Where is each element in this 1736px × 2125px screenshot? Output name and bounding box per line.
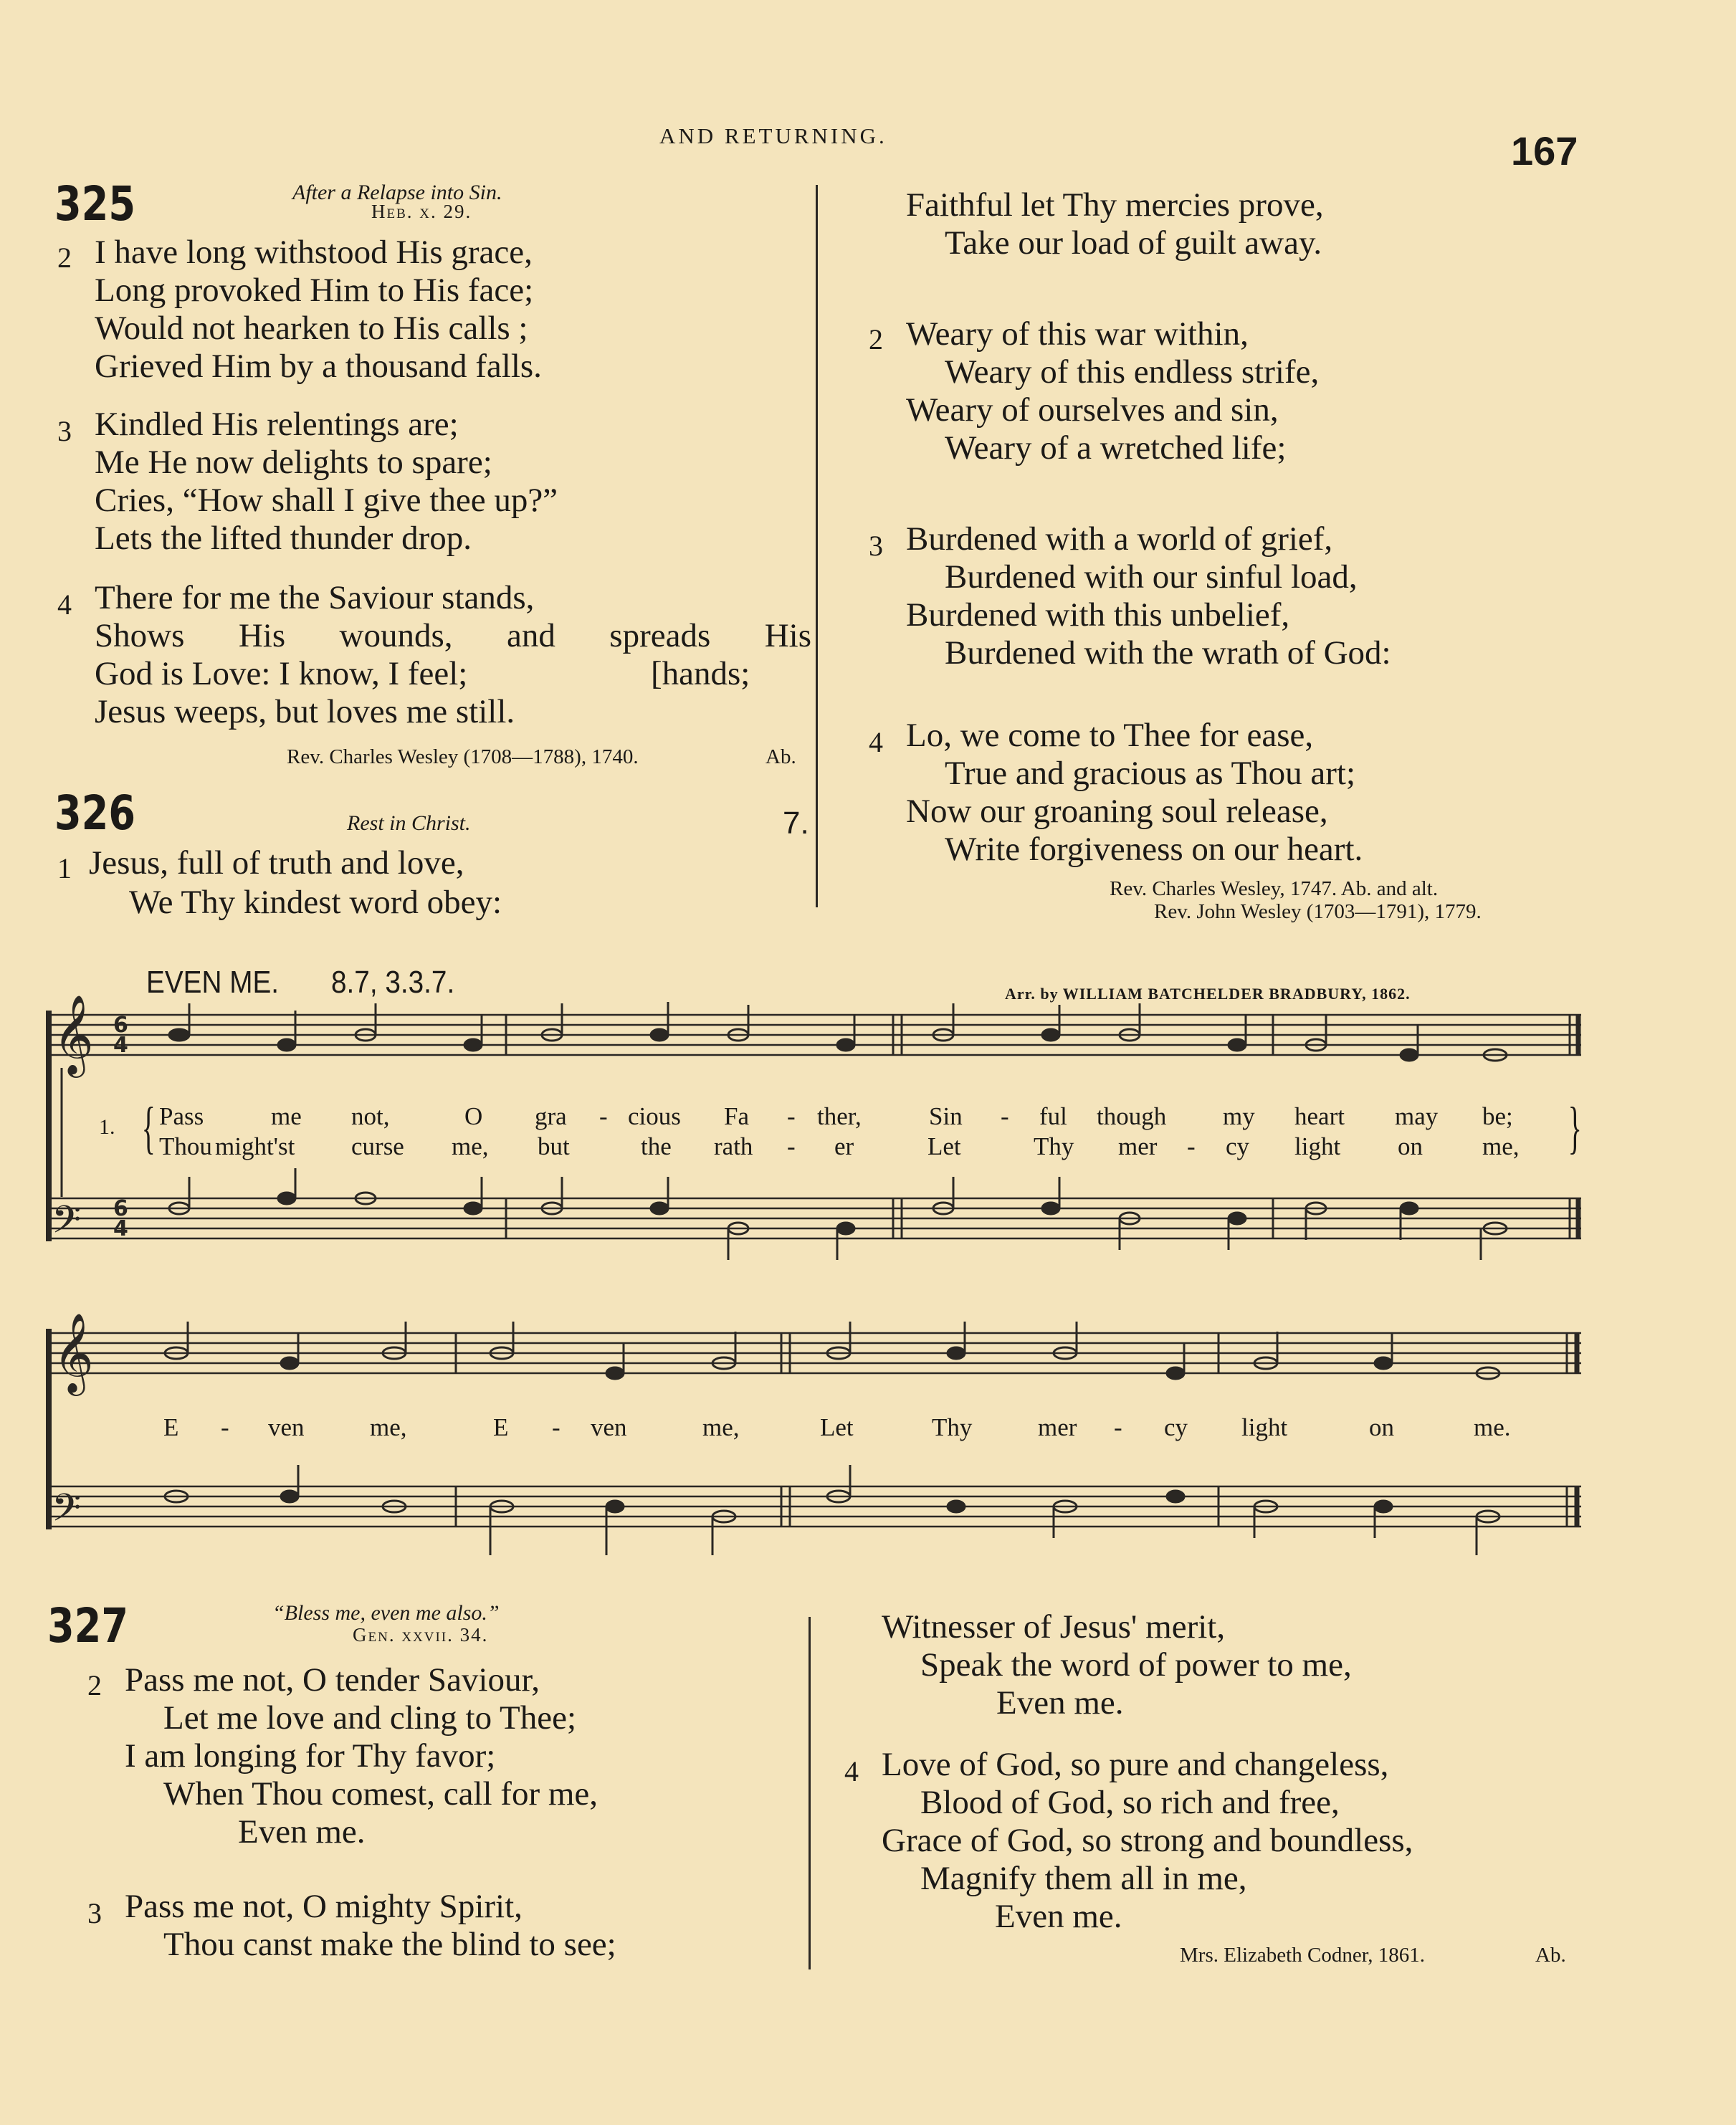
lyric-syllable: Pass (159, 1102, 204, 1130)
tune-meter: 8.7, 3.3.7. (331, 965, 455, 1000)
lyric-syllable: light (1294, 1132, 1341, 1160)
verse-line: Even me. (996, 1684, 1124, 1722)
hymn-325-credit: Rev. Charles Wesley (1708—1788), 1740. (287, 745, 639, 768)
lyric-syllable: on (1369, 1413, 1394, 1441)
verse-line: Faithful let Thy mercies prove, (906, 186, 1324, 224)
lyric-syllable: not, (351, 1102, 390, 1130)
verse-line: Jesus, full of truth and love, (89, 844, 464, 882)
verse-line: Weary of a wretched life; (945, 429, 1287, 467)
verse-line: Take our load of guilt away. (945, 224, 1322, 262)
tune-name: EVEN ME. (146, 965, 280, 1000)
lyric-syllable: mer (1038, 1413, 1077, 1441)
verse-line: Lo, we come to Thee for ease, (906, 717, 1314, 754)
lyric-syllable: - (1114, 1413, 1122, 1441)
verse-line: Me He now delights to spare; (95, 444, 492, 481)
hymn-number-325: 325 (54, 176, 135, 231)
verse-line: Weary of this war within, (906, 315, 1249, 353)
lyric-syllable: - (787, 1132, 796, 1160)
verse-line: Pass me not, O mighty Spirit, (125, 1888, 523, 1925)
verse-line: Now our groaning soul release, (906, 793, 1328, 830)
hymn-327-credit: Mrs. Elizabeth Codner, 1861. (1180, 1944, 1425, 1967)
hymn-number-327: 327 (47, 1598, 128, 1653)
verse-line: Speak the word of power to me, (920, 1646, 1352, 1684)
lyric-syllable: - (599, 1102, 608, 1130)
lyric-syllable: my (1223, 1102, 1255, 1130)
lyric-syllable: Thou (159, 1132, 212, 1160)
svg-text:6: 6 (113, 1196, 128, 1221)
verse-line: Long provoked Him to His face; (95, 272, 534, 309)
verse-line: Grieved Him by a thousand falls. (95, 348, 542, 385)
lyric-syllable: ther, (817, 1102, 862, 1130)
verse-line: There for me the Saviour stands, (95, 579, 535, 616)
lyric-syllable: er (834, 1132, 854, 1160)
verse-line: Kindled His relentings are; (95, 406, 459, 443)
hymn-326-credit-2: Rev. John Wesley (1703—1791), 1779. (1154, 900, 1482, 923)
running-header: AND RETURNING. (659, 123, 887, 148)
verse-line: Blood of God, so rich and free, (920, 1784, 1340, 1821)
lyric-syllable: me, (452, 1132, 489, 1160)
stanza-number: 3 (57, 415, 72, 447)
lyric-syllable: - (1187, 1132, 1196, 1160)
hymn-327-title: “Bless me, even me also.” (272, 1601, 500, 1625)
lyric-syllable: rath (714, 1132, 753, 1160)
lyric-syllable: mer (1118, 1132, 1158, 1160)
hymn-number-326: 326 (54, 785, 135, 841)
stanza-number: 3 (869, 530, 883, 562)
hymn-325-credit-note: Ab. (766, 745, 796, 768)
lyric-syllable: Let (820, 1413, 854, 1441)
verse-line: Love of God, so pure and changeless, (882, 1746, 1389, 1783)
verse-line: Weary of ourselves and sin, (906, 391, 1279, 429)
verse-line-overflow: [hands; (651, 655, 750, 692)
hymn-325-title: After a Relapse into Sin. (292, 181, 502, 204)
svg-text:𝄞: 𝄞 (53, 994, 94, 1074)
lyric-syllable: ven (591, 1413, 627, 1441)
verse-line: We Thy kindest word obey: (129, 884, 502, 921)
verse-line: Weary of this endless strife, (945, 353, 1320, 391)
hymn-326-meter: 7. (783, 806, 809, 841)
verse-line: Jesus weeps, but loves me still. (95, 693, 515, 730)
lyric-syllable: ful (1039, 1102, 1067, 1130)
stanza-number: 4 (844, 1755, 859, 1787)
lyrics-brace-right: } (1568, 1097, 1582, 1160)
lyrics-line-3 (0, 1413, 1736, 1445)
lyric-syllable: Thy (1034, 1132, 1074, 1160)
stanza-number: 3 (87, 1897, 102, 1929)
verse-label: 1. (99, 1115, 115, 1139)
lyric-syllable: Thy (932, 1413, 973, 1441)
verse-line: Even me. (238, 1813, 366, 1851)
verse-line: Magnify them all in me, (920, 1860, 1247, 1897)
verse-line: True and gracious as Thou art; (945, 755, 1356, 792)
svg-text:4: 4 (113, 1216, 128, 1241)
lyric-syllable: - (787, 1102, 796, 1130)
verse-line: Lets the lifted thunder drop. (95, 520, 472, 557)
lyric-syllable: curse (351, 1132, 404, 1160)
lyric-syllable: but (538, 1132, 570, 1160)
hymn-326-title: Rest in Christ. (347, 811, 471, 835)
lyric-syllable: the (641, 1132, 672, 1160)
lyric-syllable: me. (1474, 1413, 1511, 1441)
lyric-syllable: may (1395, 1102, 1439, 1130)
lyric-syllable: E (493, 1413, 509, 1441)
hymn-326-credit-1: Rev. Charles Wesley, 1747. Ab. and alt. (1110, 877, 1439, 900)
verse-line: I have long withstood His grace, (95, 234, 533, 271)
column-divider-bottom (809, 1617, 811, 1969)
lyric-syllable: cy (1164, 1413, 1188, 1441)
hymn-327-credit-note: Ab. (1535, 1944, 1566, 1967)
verse-line: Let me love and cling to Thee; (163, 1699, 577, 1737)
lyric-syllable: me, (1482, 1132, 1520, 1160)
lyric-syllable: me (271, 1102, 302, 1130)
verse-line: Burdened with this unbelief, (906, 596, 1290, 634)
stanza-number: 1 (57, 852, 72, 884)
page-number: 167 (1511, 128, 1578, 173)
lyrics-brace-left: { (141, 1097, 156, 1160)
verse-line: When Thou comest, call for me, (163, 1775, 598, 1813)
verse-line: Burdened with our sinful load, (945, 558, 1358, 596)
lyric-syllable: heart (1294, 1102, 1345, 1130)
lyric-syllable: E (163, 1413, 179, 1441)
hymn-325-scripture: Heb. x. 29. (371, 201, 472, 222)
verse-line: Would not hearken to His calls ; (95, 310, 528, 347)
lyric-syllable: light (1241, 1413, 1288, 1441)
svg-text:𝄢: 𝄢 (52, 1198, 82, 1251)
svg-text:𝄞: 𝄞 (53, 1312, 94, 1393)
lyric-syllable: on (1398, 1132, 1423, 1160)
verse-line: Witnesser of Jesus' merit, (882, 1608, 1226, 1646)
svg-text:𝄢: 𝄢 (52, 1486, 82, 1539)
svg-text:4: 4 (113, 1033, 128, 1058)
lyric-syllable: ven (268, 1413, 305, 1441)
lyric-syllable: cious (628, 1102, 681, 1130)
lyric-syllable: - (1001, 1102, 1009, 1130)
stanza-number: 4 (869, 726, 883, 758)
lyrics-line-1 (0, 1102, 1736, 1134)
verse-line: Cries, “How shall I give thee up?” (95, 482, 558, 519)
lyrics-line-2 (0, 1132, 1736, 1164)
lyric-syllable: Fa (724, 1102, 749, 1130)
verse-line: God is Love: I know, I feel; (95, 655, 468, 692)
lyric-syllable: might'st (215, 1132, 295, 1160)
lyric-syllable: gra (535, 1102, 567, 1130)
stanza-number: 2 (87, 1669, 102, 1701)
verse-line: Grace of God, so strong and boundless, (882, 1822, 1413, 1859)
lyric-syllable: be; (1482, 1102, 1513, 1130)
lyric-syllable: me, (370, 1413, 407, 1441)
lyric-syllable: - (221, 1413, 229, 1441)
svg-text:6: 6 (113, 1013, 128, 1038)
stanza-number: 4 (57, 588, 72, 621)
lyric-syllable: cy (1226, 1132, 1250, 1160)
lyric-syllable: me, (702, 1413, 740, 1441)
verse-line: Thou canst make the blind to see; (163, 1926, 616, 1963)
verse-line: Pass me not, O tender Saviour, (125, 1661, 540, 1699)
hymn-327-scripture: Gen. xxvii. 34. (353, 1624, 489, 1646)
stanza-number: 2 (57, 242, 72, 274)
verse-line: Burdened with a world of grief, (906, 520, 1333, 558)
verse-line: Write forgiveness on our heart. (945, 831, 1363, 868)
verse-line: Even me. (995, 1898, 1122, 1935)
lyric-syllable: O (464, 1102, 483, 1130)
verse-line: Shows His wounds, and spreads His (95, 617, 811, 654)
column-divider-top (816, 185, 818, 907)
verse-line: Burdened with the wrath of God: (945, 634, 1391, 672)
stanza-number: 2 (869, 323, 883, 355)
lyric-syllable: - (552, 1413, 561, 1441)
verse-line: I am longing for Thy favor; (125, 1737, 496, 1775)
lyric-syllable: Sin (929, 1102, 963, 1130)
tune-arranger: Arr. by WILLIAM BATCHELDER BRADBURY, 1862. (1005, 985, 1411, 1003)
lyric-syllable: though (1097, 1102, 1167, 1130)
lyric-syllable: Let (927, 1132, 961, 1160)
